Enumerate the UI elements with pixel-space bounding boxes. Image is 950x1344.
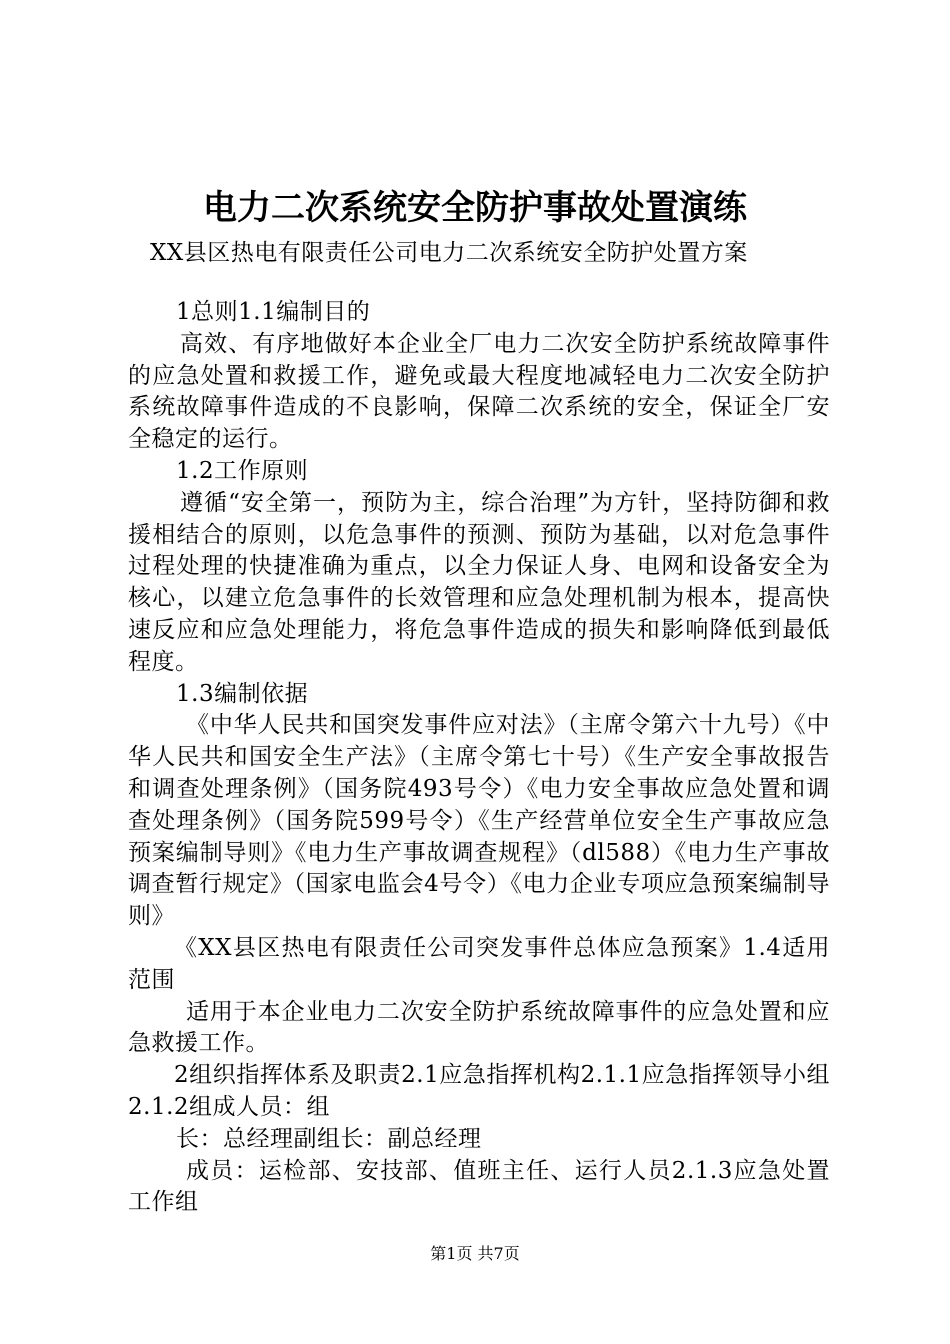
paragraph-scope: 适用于本企业电力二次安全防护系统故障事件的应急处置和应急救援工作。 [128,998,830,1057]
paragraph-principles: 遵循“安全第一，预防为主，综合治理”为方针，坚持防御和救援相结合的原则，以危急事件的预测、预防为基础，以对危急事件过程处理的快捷准确为重点，以全力保证人身、电网和设备安全为核心，以建立危急事件的长效管理和应急处理机制为根本，提高快速反应和应急处理能力，将危急事件造成的损失和影响降低到最低程度。 [128,489,830,675]
paragraph-organization: 2组织指挥体系及职责2.1应急指挥机构2.1.1应急指挥领导小组2.1.2组成人员：组 [128,1062,830,1120]
paragraph-leaders: 长：总经理副组长：副总经理 [176,1125,482,1152]
paragraph-members: 成员：运检部、安技部、值班主任、运行人员2.1.3应急处置工作组 [128,1157,830,1216]
document-body [128,297,830,1219]
paragraph-scope-heading: 《XX县区热电有限责任公司突发事件总体应急预案》1.4适用范围 [128,934,830,993]
paragraph-basis: 《中华人民共和国突发事件应对法》（主席令第六十九号）《中华人民共和国安全生产法》（主席令第七十号）《生产安全事故报告和调查处理条例》（国务院493号令）《电力安全事故应急处置和调查处理条例》（国务院599号令）《生产经营单位安全生产事故应急预案编制导则》《电力生产事故调查规程》（dl588）《电力生产事故调查暂行规定》（国家电监会4号令）《电力企业专项应急预案编制导则》 [128,712,830,930]
section-heading-1-1: 1总则1.1编制目的 [176,299,371,325]
paragraph-purpose: 高效、有序地做好本企业全厂电力二次安全防护系统故障事件的应急处置和救援工作，避免或最大程度地减轻电力二次安全防护系统故障事件造成的不良影响，保障二次系统的安全，保证全厂安全稳定的运行。 [128,330,830,453]
document-subtitle: XX县区热电有限责任公司电力二次系统安全防护处置方案 [150,240,748,266]
document-title: 电力二次系统安全防护事故处置演练 [203,188,747,228]
section-heading-1-3: 1.3编制依据 [176,680,309,707]
section-heading-1-2: 1.2工作原则 [176,457,309,484]
page-footer: 第1页 共7页 [430,1244,520,1263]
